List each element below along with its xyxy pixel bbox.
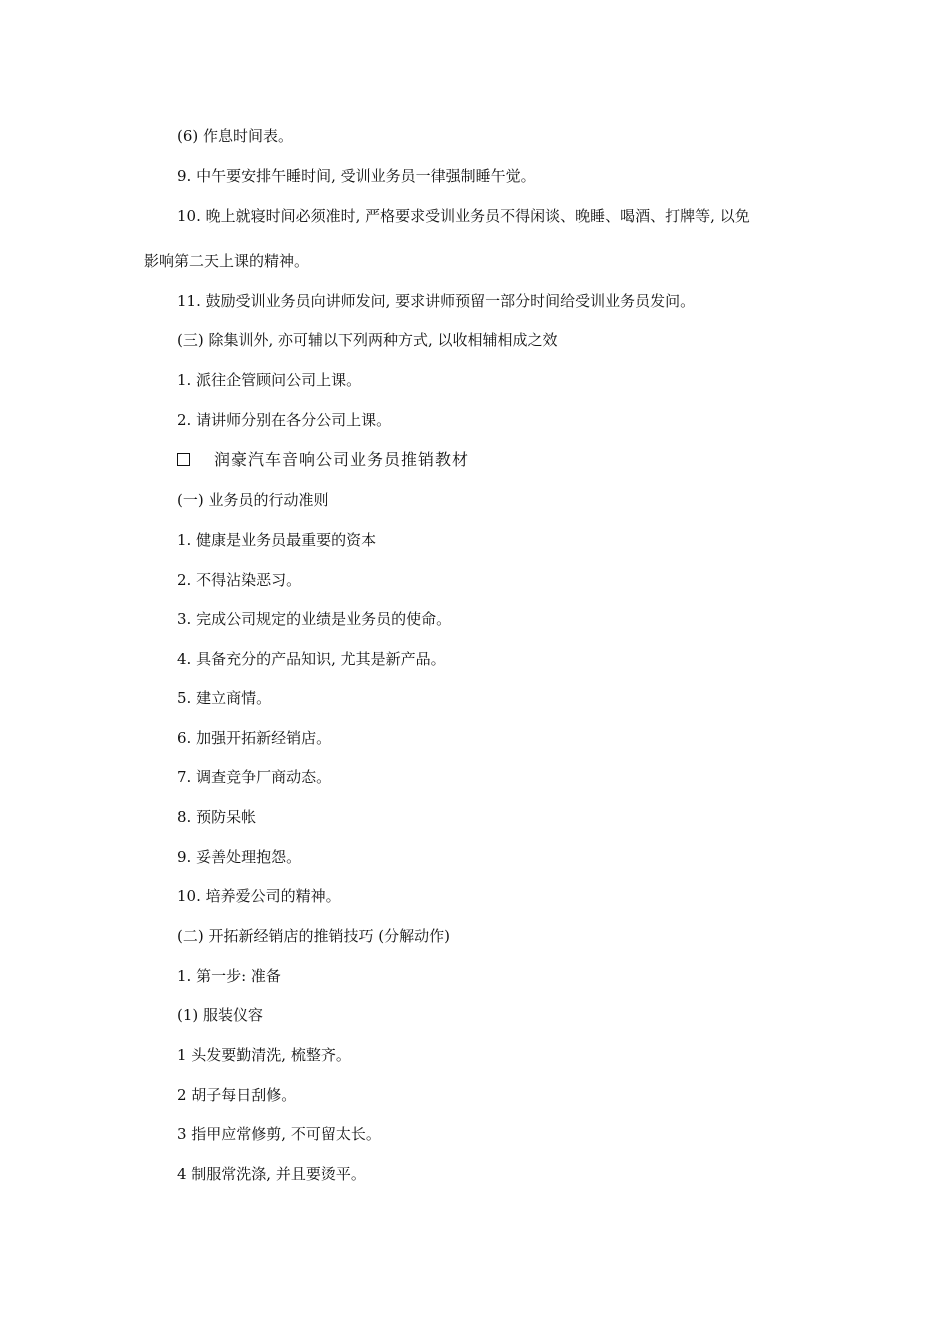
list-item: 2. 不得沾染恶习。 — [177, 571, 302, 589]
list-item: 1. 第一步: 准备 — [177, 967, 281, 985]
chapter-title: 润豪汽车音响公司业务员推销教材 — [214, 450, 470, 469]
list-item: 3. 完成公司规定的业绩是业务员的使命。 — [177, 610, 452, 628]
list-item: 5. 建立商情。 — [177, 689, 272, 707]
list-item: 1. 健康是业务员最重要的资本 — [177, 531, 377, 549]
text-line: 10. 晚上就寝时间必须准时, 严格要求受训业务员不得闲谈、晚睡、喝酒、打牌等, 以免 — [177, 207, 750, 225]
chapter-heading — [177, 450, 469, 470]
section-heading: (一) 业务员的行动准则 — [177, 491, 329, 509]
list-item: 2. 请讲师分别在各分公司上课。 — [177, 411, 392, 429]
list-item: 7. 调查竞争厂商动态。 — [177, 768, 332, 786]
checkbox-square-icon — [177, 453, 190, 466]
section-heading: (二) 开拓新经销店的推销技巧 (分解动作) — [177, 927, 450, 945]
list-item: 3 指甲应常修剪, 不可留太长。 — [177, 1125, 381, 1143]
text-line: 11. 鼓励受训业务员向讲师发问, 要求讲师预留一部分时间给受训业务员发问。 — [177, 292, 696, 310]
list-item: 4 制服常洗涤, 并且要烫平。 — [177, 1165, 366, 1183]
list-item: 4. 具备充分的产品知识, 尤其是新产品。 — [177, 650, 446, 668]
list-item: 9. 妥善处理抱怨。 — [177, 848, 302, 866]
text-line-continuation: 影响第二天上课的精神。 — [144, 252, 310, 270]
section-heading: (三) 除集训外, 亦可辅以下列两种方式, 以收相辅相成之效 — [177, 331, 558, 349]
sub-heading: (1) 服装仪容 — [177, 1006, 264, 1024]
list-item: 1. 派往企管顾问公司上课。 — [177, 371, 362, 389]
text-line: 9. 中午要安排午睡时间, 受训业务员一律强制睡午觉。 — [177, 167, 536, 185]
list-item: 8. 预防呆帐 — [177, 808, 257, 826]
list-item: 6. 加强开拓新经销店。 — [177, 729, 332, 747]
list-item: 2 胡子每日刮修。 — [177, 1086, 297, 1104]
list-item: 1 头发要勤清洗, 梳整齐。 — [177, 1046, 351, 1064]
list-item: 10. 培养爱公司的精神。 — [177, 887, 341, 905]
text-line: (6) 作息时间表。 — [177, 127, 294, 145]
